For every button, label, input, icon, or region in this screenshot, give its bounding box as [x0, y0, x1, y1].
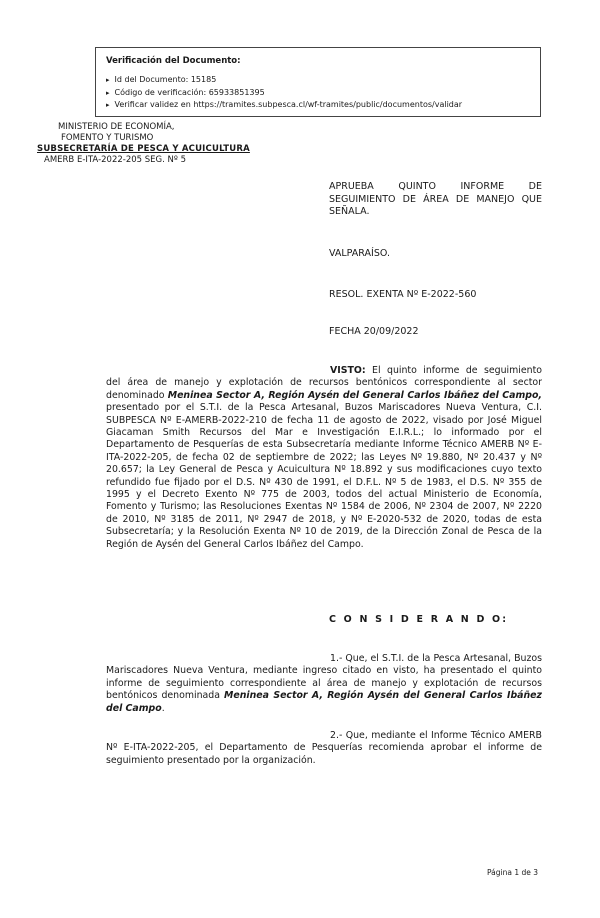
verification-title: Verificación del Documento: [106, 56, 241, 66]
verification-url[interactable]: ▸ Verificar validez en https://tramites.subpesca.cl/wf-tramites/public/documentos/validar [106, 99, 462, 112]
considerando-1 [106, 653, 542, 715]
ministry-name-line2: FOMENTO Y TURISMO [61, 133, 154, 143]
document-reference: AMERB E-ITA-2022-205 SEG. Nº 5 [44, 155, 186, 165]
visto-label: VISTO: [330, 365, 366, 376]
visto-area-name: Meninea Sector A, Región Aysén del General Carlos Ibáñez del Campo, [167, 389, 542, 401]
document-place: VALPARAÍSO. [329, 248, 390, 259]
visto-text-2: presentado por el S.T.I. de la Pesca Artesanal, Buzos Mariscadores Nueva Ventura, C.I. SUBPESCA Nº E-AMERB-2022-210 de fecha 11 de agosto de 2022, visado por José Miguel Giacaman Smith Recursos del Mar e Investigación E.I.R.L.; lo informado por el Departamento de Pesquerías de esta Subsecretaría mediante Informe Técnico AMERB Nº E-ITA-2022-205, de fecha 02 de septiembre de 2022; las Leyes Nº 19.880, Nº 20.437 y Nº 20.657; la Ley General de Pesca y Acuicultura Nº 18.892 y sus modificaciones cuyo texto refundido fue fijado por el D.S. Nº 430 de 1991, el D.F.L. Nº 5 de 1983, el D.S. Nº 355 de 1995 y el Decreto Exento Nº 775 de 2003, todos del actual Ministerio de Economía, Fomento y Turismo; las Resoluciones Exentas Nº 1584 de 2006, Nº 2304 de 2007, Nº 2220 de 2010, Nº 3185 de 2011, Nº 2947 de 2018, y Nº E-2020-532 de 2020, todas de esta Subsecretaría; y la Resolución Exenta Nº 10 de 2019, de la Dirección Zonal de Pesca de la Región de Aysén del General Carlos Ibáñez del Campo. [106, 402, 542, 550]
considerando-1-text: 1.- Que, el S.T.I. de la Pesca Artesanal, Buzos Mariscadores Nueva Ventura, mediante ingreso citado en visto, ha presentado el quinto informe de seguimiento correspondiente al área de manejo y explotación de recursos bentónicos denominada [106, 653, 542, 702]
visto-paragraph [106, 365, 542, 551]
considerando-1-area: Meninea Sector A, Región Aysén del General Carlos Ibáñez del Campo [106, 690, 543, 714]
document-title: APRUEBA QUINTO INFORME DE SEGUIMIENTO DE ÁREA DE MANEJO QUE SEÑALA. [329, 181, 542, 217]
document-date: FECHA 20/09/2022 [329, 326, 419, 337]
page-number: Página 1 de 3 [487, 868, 539, 877]
visto-text-1: El quinto informe de seguimiento del área de manejo y explotación de recursos bentónicos correspondiente al sector denominado [106, 365, 542, 401]
considerando-2: 2.- Que, mediante el Informe Técnico AMERB Nº E-ITA-2022-205, el Departamento de Pesquerías recomienda aprobar el informe de seguimiento presentado por la organización. [106, 730, 542, 766]
verification-code: ▸ Código de verificación: 65933851395 [106, 87, 462, 100]
resolution-number: RESOL. EXENTA Nº E-2022-560 [329, 289, 477, 300]
considerando-heading: C O N S I D E R A N D O: [329, 614, 509, 625]
ministry-name: MINISTERIO DE ECONOMÍA, [58, 122, 175, 132]
considerando-1-end: . [161, 702, 165, 714]
verification-list [106, 74, 462, 112]
verification-id: ▸ Id del Documento: 15185 [106, 74, 462, 87]
subsecretaria-name: SUBSECRETARÍA DE PESCA Y ACUICULTURA [37, 144, 250, 154]
